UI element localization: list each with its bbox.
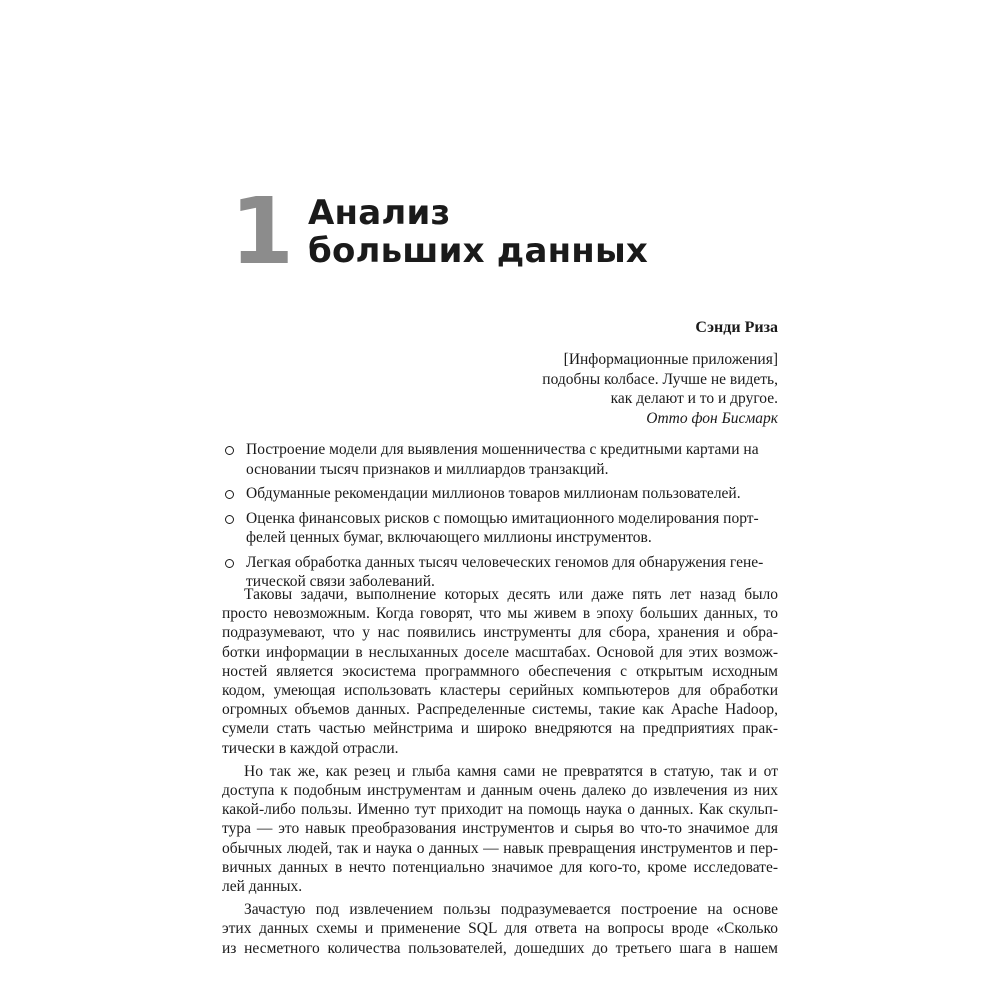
paragraph-line: ботки информации в неслыханных доселе масштабах. Основой для этих возмож-	[222, 643, 778, 661]
epigraph-line: как делают и то и другое.	[610, 390, 778, 407]
paragraph	[222, 585, 778, 758]
bullet-text-line: Оценка финансовых рисков с помощью имитационного моделирования порт-	[246, 509, 759, 527]
paragraph-line: кодом, умеющая использовать кластеры серийных компьютеров для обработки	[222, 682, 778, 700]
circle-bullet-icon	[225, 515, 234, 524]
circle-bullet-icon	[225, 490, 234, 499]
paragraph-line: обычных людей, так и наука о данных — навык превращения инструментов и пер-	[222, 839, 778, 857]
bullet-text-line: фелей ценных бумаг, включающего миллионы инструментов.	[246, 529, 652, 546]
chapter-title	[308, 194, 648, 270]
paragraph-line: доступа к подобным инструментам и данным очень далеко до извлечения из них	[222, 782, 778, 800]
paragraph-line: Таковы задачи, выполнение которых десять или даже пять лет назад было	[244, 586, 778, 603]
paragraph	[222, 900, 778, 958]
paragraph-line: огромных объемов данных. Распределенные системы, такие как Apache Hadoop,	[222, 701, 778, 719]
paragraph-line: какой-либо пользы. Именно тут приходит на помощь наука о данных. Как скульп-	[222, 801, 778, 819]
paragraph	[222, 762, 778, 896]
bullet-item	[222, 484, 778, 504]
chapter-author: Сэнди Риза	[695, 319, 778, 336]
paragraph-line: просто невозможным. Когда говорят, что мы живем в эпоху больших данных, то	[222, 605, 778, 623]
bullet-item	[222, 509, 778, 548]
bullet-text-line: тической связи заболеваний.	[246, 573, 435, 590]
paragraph-line: лей данных.	[222, 878, 303, 896]
paragraph-line: ностей является экосистема программного обеспечения с открытым исходным	[222, 662, 778, 680]
epigraph	[418, 350, 778, 428]
paragraph-line: подразумевают, что у нас появились инструменты для сбора, хранения и обра-	[222, 624, 778, 642]
paragraph-line: тически в каждой отрасли.	[222, 739, 399, 757]
paragraph-line: Но так же, как резец и глыба камня сами не превратятся в статую, так и от	[244, 762, 778, 780]
bullet-text-line: основании тысяч признаков и миллиардов транзакций.	[246, 460, 609, 478]
epigraph-attribution: Отто фон Бисмарк	[646, 409, 778, 427]
chapter-title-line-1: Анализ	[308, 193, 451, 233]
paragraph-line: Зачастую под извлечением пользы подразумевается построение на основе	[244, 901, 778, 919]
chapter-number: 1	[230, 178, 295, 285]
bullet-item	[222, 440, 778, 479]
paragraph-line: вичных данных в нечто потенциально значимое для кого-то, кроме исследовате-	[222, 858, 778, 876]
paragraph-line: сумели стать частью мейнстрима и широко внедряются на предприятиях прак-	[222, 720, 778, 738]
paragraph-line: из несметного количества пользователей, дошедших до третьего шага в нашем	[222, 939, 778, 957]
epigraph-line: подобны колбасе. Лучше не видеть,	[542, 370, 778, 388]
epigraph-line: [Информационные приложения]	[563, 351, 778, 368]
task-bullet-list	[222, 440, 778, 597]
bullet-text-line: Построение модели для выявления мошенничества с кредитными картами на	[246, 441, 759, 458]
chapter-title-line-2: больших данных	[308, 231, 649, 271]
paragraph-line: этих данных схемы и применение SQL для ответа на вопросы вроде «Сколько	[222, 920, 778, 938]
bullet-text-line: Легкая обработка данных тысяч человеческих геномов для обнаружения гене-	[246, 553, 764, 571]
bullet-text-line: Обдуманные рекомендации миллионов товаров миллионам пользователей.	[246, 485, 741, 502]
paragraph-line: тура — это навык преобразования инструментов и сырья во что-то значимое для	[222, 820, 778, 838]
body-text	[222, 585, 778, 958]
circle-bullet-icon	[225, 559, 234, 568]
chapter-heading	[230, 178, 790, 285]
circle-bullet-icon	[225, 446, 234, 455]
